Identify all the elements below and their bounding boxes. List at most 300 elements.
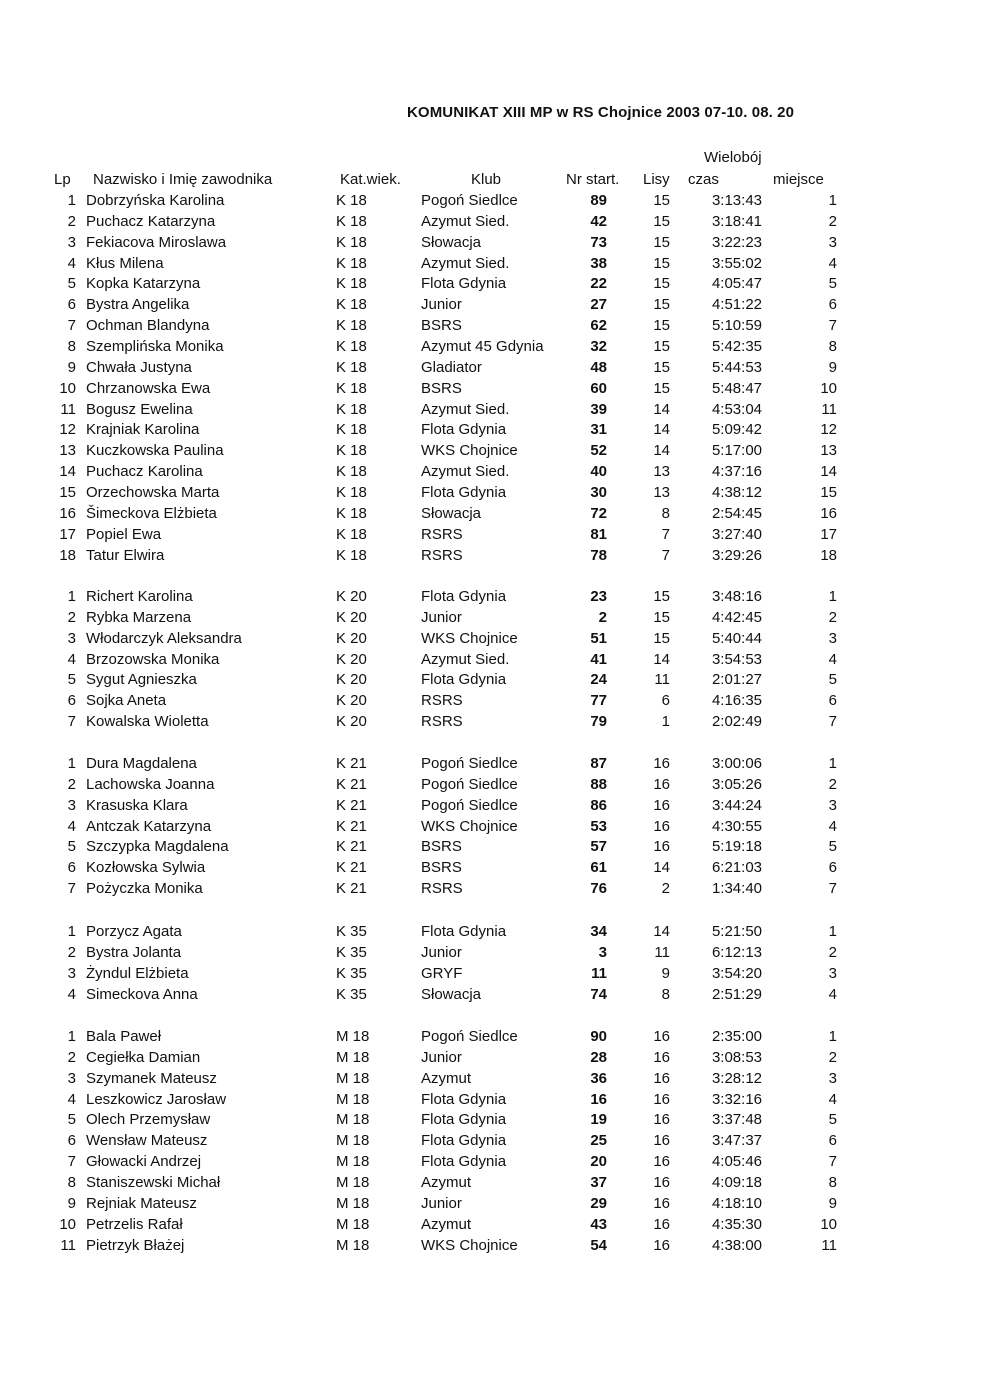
cell-nr: 37 xyxy=(590,1174,607,1191)
cell-kat: M 18 xyxy=(336,1236,370,1254)
cell-nr: 32 xyxy=(590,338,607,355)
cell-name: Sojka Aneta xyxy=(86,692,167,710)
cell-lp: 7 xyxy=(67,880,76,898)
cell-lp: 1 xyxy=(67,755,76,772)
cell-kat: M 18 xyxy=(336,1194,370,1212)
cell-czas: 3:44:24 xyxy=(711,796,762,814)
cell-lp: 10 xyxy=(59,379,76,397)
cell-club: Azymut Sied. xyxy=(421,400,510,418)
cell-lisy: 16 xyxy=(653,755,670,772)
cell-miejsce: 3 xyxy=(828,233,837,251)
table-row xyxy=(0,503,1000,524)
cell-club: WKS Chojnice xyxy=(421,1236,518,1254)
cell-czas: 4:51:22 xyxy=(711,296,762,314)
table-row xyxy=(0,357,1000,378)
cell-club: Flota Gdynia xyxy=(421,1153,507,1171)
cell-club: Flota Gdynia xyxy=(421,483,507,501)
cell-club: WKS Chojnice xyxy=(421,629,518,647)
cell-nr: 29 xyxy=(590,1194,607,1212)
cell-czas: 2:54:45 xyxy=(711,504,762,522)
cell-name: Rybka Marzena xyxy=(86,608,192,626)
cell-kat: K 18 xyxy=(336,358,367,376)
cell-nr: 86 xyxy=(590,796,607,814)
cell-lp: 1 xyxy=(67,923,76,940)
cell-club: Pogoń Siedlce xyxy=(421,796,518,814)
cell-czas: 6:12:13 xyxy=(711,943,762,961)
cell-name: Orzechowska Marta xyxy=(86,483,220,501)
cell-name: Bystra Angelika xyxy=(86,296,190,314)
cell-club: RSRS xyxy=(421,692,463,710)
cell-name: Kowalska Wioletta xyxy=(86,713,209,731)
cell-czas: 4:16:35 xyxy=(711,692,762,710)
cell-nr: 74 xyxy=(590,985,607,1003)
header-lp: Lp xyxy=(54,171,71,188)
cell-lp: 3 xyxy=(67,964,76,982)
cell-kat: M 18 xyxy=(336,1028,370,1045)
cell-nr: 78 xyxy=(590,546,607,564)
header-club: Klub xyxy=(471,171,502,188)
table-row xyxy=(0,1068,1000,1089)
cell-czas: 3:05:26 xyxy=(711,775,762,793)
cell-miejsce: 4 xyxy=(828,985,837,1003)
table-row xyxy=(0,1214,1000,1235)
cell-miejsce: 2 xyxy=(828,1048,837,1066)
cell-miejsce: 3 xyxy=(828,964,837,982)
cell-lisy: 15 xyxy=(653,379,670,397)
cell-lp: 4 xyxy=(67,254,76,272)
cell-nr: 30 xyxy=(590,483,607,501)
header-lisy: Lisy xyxy=(643,171,670,188)
cell-club: Flota Gdynia xyxy=(421,1111,507,1129)
cell-miejsce: 6 xyxy=(828,296,837,314)
cell-czas: 3:18:41 xyxy=(711,212,762,230)
cell-club: Azymut xyxy=(421,1069,472,1087)
table-row xyxy=(0,440,1000,461)
cell-lisy: 16 xyxy=(653,1069,670,1087)
cell-club: Flota Gdynia xyxy=(421,671,507,689)
cell-name: Wensław Mateusz xyxy=(86,1132,208,1150)
cell-miejsce: 10 xyxy=(820,1215,837,1233)
cell-nr: 88 xyxy=(590,775,607,793)
cell-miejsce: 3 xyxy=(828,1069,837,1087)
cell-club: Flota Gdynia xyxy=(421,923,507,940)
cell-czas: 3:54:53 xyxy=(711,650,762,668)
cell-club: Flota Gdynia xyxy=(421,588,507,605)
cell-nr: 62 xyxy=(590,317,607,335)
cell-nr: 36 xyxy=(590,1069,607,1087)
cell-miejsce: 5 xyxy=(828,838,837,856)
cell-club: Junior xyxy=(421,296,462,314)
table-row xyxy=(0,1109,1000,1130)
cell-miejsce: 7 xyxy=(828,317,837,335)
cell-lisy: 15 xyxy=(653,212,670,230)
cell-miejsce: 4 xyxy=(828,817,837,835)
table-row xyxy=(0,816,1000,837)
cell-czas: 4:35:30 xyxy=(711,1215,762,1233)
cell-kat: K 18 xyxy=(336,233,367,251)
cell-lp: 2 xyxy=(67,608,76,626)
cell-miejsce: 7 xyxy=(828,713,837,731)
cell-lisy: 16 xyxy=(653,1236,670,1254)
cell-nr: 60 xyxy=(590,379,607,397)
cell-lp: 16 xyxy=(59,504,76,522)
cell-name: Szemplińska Monika xyxy=(86,338,224,355)
cell-czas: 1:34:40 xyxy=(711,880,762,898)
cell-nr: 20 xyxy=(590,1153,607,1171)
cell-miejsce: 1 xyxy=(828,923,837,940)
table-row xyxy=(0,586,1000,607)
cell-czas: 3:00:06 xyxy=(711,755,762,772)
cell-club: Pogoń Siedlce xyxy=(421,192,518,209)
cell-kat: K 21 xyxy=(336,859,367,877)
cell-club: Flota Gdynia xyxy=(421,1090,507,1108)
cell-lp: 2 xyxy=(67,775,76,793)
cell-club: Pogoń Siedlce xyxy=(421,1028,518,1045)
cell-kat: K 35 xyxy=(336,964,367,982)
cell-club: WKS Chojnice xyxy=(421,442,518,460)
cell-czas: 4:05:47 xyxy=(711,275,762,293)
table-row xyxy=(0,378,1000,399)
cell-czas: 3:27:40 xyxy=(711,525,762,543)
cell-miejsce: 4 xyxy=(828,650,837,668)
cell-nr: 87 xyxy=(590,755,607,772)
cell-name: Bala Paweł xyxy=(86,1028,162,1045)
cell-lp: 2 xyxy=(67,212,76,230)
table-row xyxy=(0,419,1000,440)
cell-name: Sygut Agnieszka xyxy=(86,671,197,689)
cell-lp: 15 xyxy=(59,483,76,501)
cell-kat: K 21 xyxy=(336,838,367,856)
cell-czas: 3:28:12 xyxy=(711,1069,762,1087)
cell-czas: 2:35:00 xyxy=(711,1028,762,1045)
cell-lisy: 15 xyxy=(653,296,670,314)
cell-czas: 4:53:04 xyxy=(711,400,762,418)
cell-lp: 3 xyxy=(67,233,76,251)
cell-kat: K 20 xyxy=(336,692,367,710)
cell-club: Azymut Sied. xyxy=(421,212,510,230)
cell-name: Brzozowska Monika xyxy=(86,650,220,668)
cell-nr: 72 xyxy=(590,504,607,522)
cell-kat: K 18 xyxy=(336,317,367,335)
cell-miejsce: 6 xyxy=(828,1132,837,1150)
cell-czas: 4:38:00 xyxy=(711,1236,762,1254)
cell-nr: 41 xyxy=(590,650,607,668)
cell-kat: K 18 xyxy=(336,504,367,522)
cell-lp: 9 xyxy=(67,358,76,376)
cell-miejsce: 2 xyxy=(828,943,837,961)
cell-nr: 61 xyxy=(590,859,607,877)
cell-kat: M 18 xyxy=(336,1153,370,1171)
cell-miejsce: 5 xyxy=(828,671,837,689)
cell-czas: 5:44:53 xyxy=(711,358,762,376)
cell-nr: 11 xyxy=(591,964,607,982)
cell-czas: 5:48:47 xyxy=(711,379,762,397)
cell-nr: 76 xyxy=(590,880,607,898)
cell-name: Głowacki Andrzej xyxy=(86,1153,202,1171)
cell-miejsce: 7 xyxy=(828,1153,837,1171)
cell-miejsce: 1 xyxy=(828,192,837,209)
table-row xyxy=(0,984,1000,1005)
cell-club: Azymut Sied. xyxy=(421,463,510,481)
cell-lp: 2 xyxy=(67,943,76,961)
cell-miejsce: 7 xyxy=(828,880,837,898)
cell-nr: 31 xyxy=(590,421,607,439)
cell-name: Krasuska Klara xyxy=(86,796,188,814)
cell-lp: 14 xyxy=(59,463,76,481)
cell-czas: 5:40:44 xyxy=(711,629,762,647)
cell-lp: 4 xyxy=(67,817,76,835)
header-nr: Nr start. xyxy=(566,171,620,188)
cell-kat: K 18 xyxy=(336,296,367,314)
cell-lp: 4 xyxy=(67,1090,76,1108)
cell-lp: 10 xyxy=(59,1215,76,1233)
cell-lp: 7 xyxy=(67,317,76,335)
cell-name: Popiel Ewa xyxy=(86,525,162,543)
cell-nr: 19 xyxy=(590,1111,607,1129)
cell-miejsce: 5 xyxy=(828,275,837,293)
cell-name: Staniszewski Michał xyxy=(86,1174,221,1191)
cell-club: BSRS xyxy=(421,317,462,335)
cell-czas: 2:51:29 xyxy=(711,985,762,1003)
cell-lisy: 16 xyxy=(653,1215,670,1233)
cell-lp: 18 xyxy=(59,546,76,564)
table-row xyxy=(0,628,1000,649)
cell-lp: 11 xyxy=(60,1236,76,1254)
cell-nr: 16 xyxy=(590,1090,607,1108)
cell-name: Kuczkowska Paulina xyxy=(86,442,224,460)
cell-lisy: 16 xyxy=(653,838,670,856)
table-row xyxy=(0,232,1000,253)
cell-name: Dura Magdalena xyxy=(86,755,197,772)
cell-lp: 6 xyxy=(67,692,76,710)
cell-miejsce: 3 xyxy=(828,629,837,647)
cell-czas: 3:08:53 xyxy=(711,1048,762,1066)
cell-kat: K 21 xyxy=(336,775,367,793)
table-row xyxy=(0,836,1000,857)
cell-nr: 73 xyxy=(590,233,607,251)
cell-lisy: 14 xyxy=(653,859,670,877)
cell-lisy: 14 xyxy=(653,421,670,439)
cell-nr: 39 xyxy=(590,400,607,418)
table-row xyxy=(0,711,1000,732)
cell-kat: K 21 xyxy=(336,880,367,898)
cell-czas: 3:22:23 xyxy=(711,233,762,251)
cell-kat: M 18 xyxy=(336,1048,370,1066)
cell-lisy: 16 xyxy=(653,1174,670,1191)
cell-club: Flota Gdynia xyxy=(421,275,507,293)
cell-nr: 34 xyxy=(590,923,607,940)
cell-nr: 42 xyxy=(590,212,607,230)
cell-miejsce: 2 xyxy=(828,608,837,626)
cell-nr: 28 xyxy=(590,1048,607,1066)
cell-lisy: 16 xyxy=(653,796,670,814)
cell-club: Gladiator xyxy=(421,358,482,376)
cell-club: RSRS xyxy=(421,525,463,543)
cell-lisy: 14 xyxy=(653,650,670,668)
cell-kat: K 18 xyxy=(336,379,367,397)
cell-lp: 6 xyxy=(67,296,76,314)
table-row xyxy=(0,211,1000,232)
cell-czas: 6:21:03 xyxy=(711,859,762,877)
cell-name: Šimeckova Elżbieta xyxy=(86,504,217,522)
cell-lisy: 16 xyxy=(653,1048,670,1066)
table-row xyxy=(0,753,1000,774)
cell-lp: 17 xyxy=(59,525,76,543)
cell-nr: 25 xyxy=(590,1132,607,1150)
table-row xyxy=(0,190,1000,211)
cell-nr: 51 xyxy=(590,629,607,647)
cell-club: BSRS xyxy=(421,859,462,877)
cell-nr: 77 xyxy=(590,692,607,710)
cell-lisy: 16 xyxy=(653,1153,670,1171)
cell-nr: 54 xyxy=(590,1236,607,1254)
cell-lisy: 16 xyxy=(653,1090,670,1108)
cell-miejsce: 3 xyxy=(828,796,837,814)
cell-czas: 4:05:46 xyxy=(711,1153,762,1171)
cell-kat: K 21 xyxy=(336,796,367,814)
cell-name: Antczak Katarzyna xyxy=(86,817,212,835)
cell-lp: 8 xyxy=(67,1174,76,1191)
cell-czas: 2:01:27 xyxy=(711,671,762,689)
cell-name: Kłus Milena xyxy=(86,254,164,272)
cell-lp: 6 xyxy=(67,859,76,877)
cell-kat: M 18 xyxy=(336,1174,370,1191)
cell-club: Pogoń Siedlce xyxy=(421,755,518,772)
cell-name: Porzycz Agata xyxy=(86,923,182,940)
cell-kat: K 18 xyxy=(336,525,367,543)
cell-czas: 3:29:26 xyxy=(711,546,762,564)
cell-lisy: 7 xyxy=(661,546,670,564)
cell-name: Tatur Elwira xyxy=(86,546,165,564)
document-title: KOMUNIKAT XIII MP w RS Chojnice 2003 07-10. 08. 20 xyxy=(407,104,795,121)
cell-lisy: 16 xyxy=(653,775,670,793)
cell-miejsce: 12 xyxy=(820,421,837,439)
table-row xyxy=(0,921,1000,942)
cell-nr: 23 xyxy=(590,588,607,605)
header-czas: czas xyxy=(688,171,719,188)
cell-kat: M 18 xyxy=(336,1090,370,1108)
cell-kat: M 18 xyxy=(336,1111,370,1129)
cell-czas: 2:02:49 xyxy=(711,713,762,731)
cell-lisy: 16 xyxy=(653,1194,670,1212)
cell-czas: 3:48:16 xyxy=(711,588,762,605)
cell-kat: K 21 xyxy=(336,817,367,835)
cell-lp: 9 xyxy=(67,1194,76,1212)
table-row xyxy=(0,1151,1000,1172)
cell-club: Słowacja xyxy=(421,985,482,1003)
cell-club: Azymut 45 Gdynia xyxy=(421,338,544,355)
cell-lisy: 1 xyxy=(661,713,670,731)
cell-lisy: 8 xyxy=(661,504,670,522)
cell-lisy: 16 xyxy=(653,1132,670,1150)
cell-lisy: 15 xyxy=(653,317,670,335)
cell-club: BSRS xyxy=(421,379,462,397)
cell-nr: 27 xyxy=(590,296,607,314)
header-miejsce: miejsce xyxy=(773,171,824,188)
cell-club: Junior xyxy=(421,1048,462,1066)
cell-miejsce: 6 xyxy=(828,859,837,877)
cell-czas: 3:47:37 xyxy=(711,1132,762,1150)
cell-lisy: 2 xyxy=(661,880,670,898)
cell-nr: 52 xyxy=(590,442,607,460)
cell-nr: 3 xyxy=(598,943,607,961)
cell-lisy: 16 xyxy=(653,1111,670,1129)
cell-name: Lachowska Joanna xyxy=(86,775,215,793)
cell-miejsce: 9 xyxy=(828,1194,837,1212)
cell-name: Szymanek Mateusz xyxy=(86,1069,217,1087)
cell-name: Bystra Jolanta xyxy=(86,943,182,961)
cell-lp: 3 xyxy=(67,796,76,814)
cell-nr: 43 xyxy=(590,1215,607,1233)
cell-club: Junior xyxy=(421,608,462,626)
table-row xyxy=(0,1172,1000,1193)
table-row xyxy=(0,1047,1000,1068)
cell-name: Ochman Blandyna xyxy=(86,317,210,335)
table-row xyxy=(0,399,1000,420)
cell-czas: 3:55:02 xyxy=(711,254,762,272)
cell-nr: 90 xyxy=(590,1028,607,1045)
cell-kat: K 18 xyxy=(336,463,367,481)
cell-kat: M 18 xyxy=(336,1069,370,1087)
cell-nr: 53 xyxy=(590,817,607,835)
cell-kat: K 18 xyxy=(336,400,367,418)
cell-lisy: 15 xyxy=(653,275,670,293)
header-wielobój: Wielobój xyxy=(704,149,762,166)
cell-czas: 5:19:18 xyxy=(711,838,762,856)
table-row xyxy=(0,1130,1000,1151)
table-row xyxy=(0,1193,1000,1214)
cell-lp: 1 xyxy=(67,588,76,605)
cell-club: Azymut Sied. xyxy=(421,650,510,668)
cell-name: Włodarczyk Aleksandra xyxy=(86,629,242,647)
cell-club: Pogoń Siedlce xyxy=(421,775,518,793)
cell-nr: 24 xyxy=(590,671,607,689)
cell-kat: K 18 xyxy=(336,421,367,439)
table-row xyxy=(0,253,1000,274)
cell-miejsce: 15 xyxy=(820,483,837,501)
cell-kat: K 18 xyxy=(336,212,367,230)
cell-kat: K 20 xyxy=(336,608,367,626)
cell-nr: 48 xyxy=(590,358,607,376)
table-row xyxy=(0,607,1000,628)
cell-club: WKS Chojnice xyxy=(421,817,518,835)
cell-name: Puchacz Karolina xyxy=(86,463,203,481)
cell-lisy: 14 xyxy=(653,442,670,460)
table-row xyxy=(0,461,1000,482)
cell-czas: 3:54:20 xyxy=(711,964,762,982)
table-row xyxy=(0,690,1000,711)
cell-lisy: 13 xyxy=(653,463,670,481)
cell-lisy: 6 xyxy=(661,692,670,710)
cell-name: Rejniak Mateusz xyxy=(86,1194,197,1212)
cell-czas: 5:10:59 xyxy=(711,317,762,335)
cell-club: BSRS xyxy=(421,838,462,856)
cell-kat: K 35 xyxy=(336,943,367,961)
cell-lisy: 15 xyxy=(653,338,670,355)
header-name: Nazwisko i Imię zawodnika xyxy=(93,171,273,188)
cell-nr: 81 xyxy=(590,525,607,543)
cell-club: Słowacja xyxy=(421,233,482,251)
table-row xyxy=(0,1026,1000,1047)
cell-kat: K 35 xyxy=(336,985,367,1003)
cell-miejsce: 13 xyxy=(820,442,837,460)
cell-kat: K 18 xyxy=(336,254,367,272)
cell-lisy: 11 xyxy=(654,943,670,961)
cell-czas: 3:32:16 xyxy=(711,1090,762,1108)
cell-miejsce: 6 xyxy=(828,692,837,710)
cell-lp: 6 xyxy=(67,1132,76,1150)
cell-name: Petrzelis Rafał xyxy=(86,1215,183,1233)
